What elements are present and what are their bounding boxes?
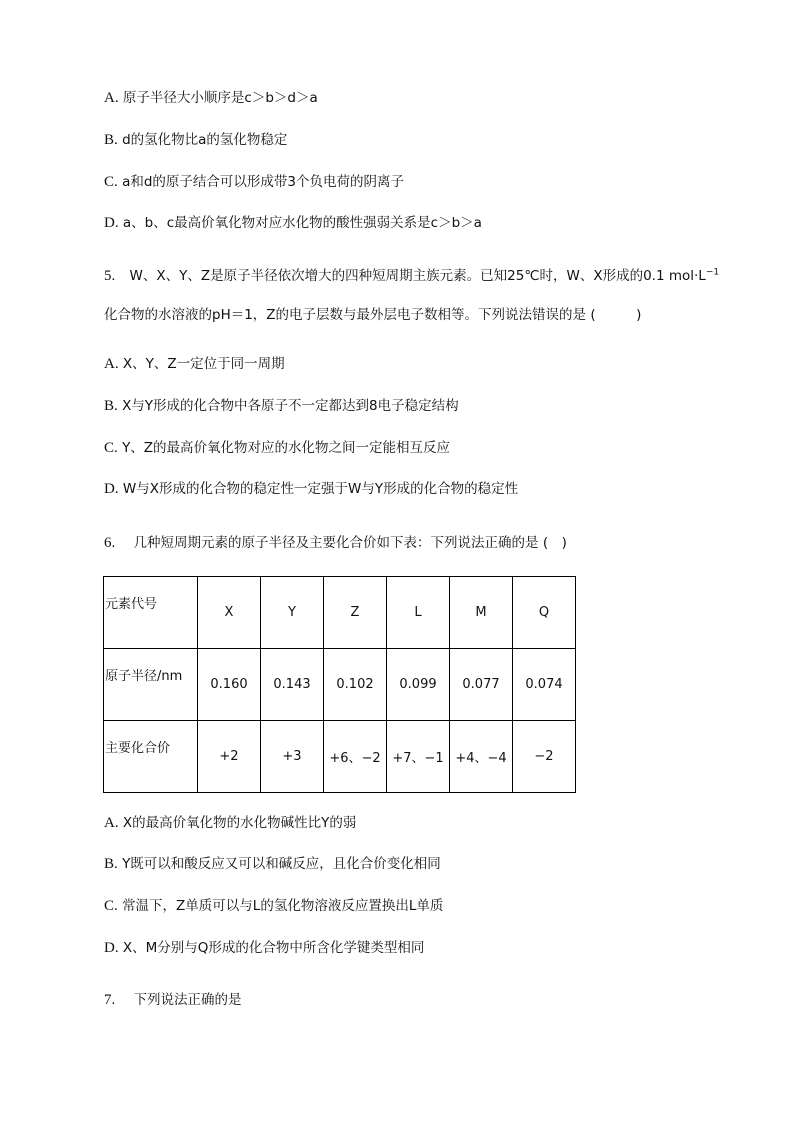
option-letter: D. [104,481,119,497]
option-letter: B. [104,398,118,414]
table-cell: 0.160 [198,649,261,721]
table-cell: +3 [261,721,324,793]
option-text: 常温下，Z单质可以与L的氢化物溶液反应置换出L单质 [122,898,444,914]
q5-option-c [104,438,450,458]
table-cell: X [198,577,261,649]
table-row-label: 原子半径/nm [104,649,198,721]
q7-stem [104,990,242,1010]
table-cell: Z [324,577,387,649]
question-number: 5. [104,268,116,284]
option-letter: A. [104,90,119,106]
option-letter: B. [104,132,118,148]
table-cell: 0.143 [261,649,324,721]
table-cell: +2 [198,721,261,793]
q6-option-d [104,938,424,958]
q5-option-b [104,396,459,416]
table-cell: L [387,577,450,649]
table-cell: 0.077 [450,649,513,721]
table-cell: 0.099 [387,649,450,721]
table-cell: Q [513,577,576,649]
option-letter: A. [104,815,119,831]
table-header-label: 元素代号 [104,577,198,649]
option-letter: C. [104,174,118,190]
q4-option-d [104,213,482,233]
table-row-element-code [104,577,576,649]
table-cell: +7、−1 [387,721,450,793]
element-data-table [103,576,576,793]
option-letter: C. [104,440,118,456]
option-text: d的氢化物比a的氢化物稳定 [122,132,288,148]
option-text: Y、Z的最高价氧化物对应的水化物之间一定能相互反应 [122,440,451,456]
table-cell: Y [261,577,324,649]
q5-option-a [104,354,285,374]
table-cell: 0.102 [324,649,387,721]
question-stem: 下列说法正确的是 [133,992,242,1008]
q4-option-c [104,172,404,192]
question-number: 6. [104,535,116,551]
option-text: 原子半径大小顺序是c＞b＞d＞a [122,90,318,106]
q6-stem [104,533,567,553]
q6-option-c [104,896,443,916]
option-text: X、M分别与Q形成的化合物中所含化学键类型相同 [122,940,425,956]
table-row-valence [104,721,576,793]
table-cell: 0.074 [513,649,576,721]
q6-option-a [104,813,356,833]
table-cell: −2 [513,721,576,793]
q6-option-b [104,854,441,874]
option-text: a和d的原子结合可以形成带3个负电荷的阴离子 [122,174,404,190]
table-row-label: 主要化合价 [104,721,198,793]
table-row-atomic-radius [104,649,576,721]
option-text: X、Y、Z一定位于同一周期 [122,356,285,372]
option-letter: D. [104,215,119,231]
option-text: X的最高价氧化物的水化物碱性比Y的弱 [122,815,357,831]
option-letter: D. [104,940,119,956]
table-cell: +6、−2 [324,721,387,793]
q4-option-a [104,88,318,108]
option-text: Y既可以和酸反应又可以和碱反应，且化合价变化相同 [122,856,441,872]
q5-stem-line1 [104,266,719,286]
option-text: X与Y形成的化合物中各原子不一定都达到8电子稳定结构 [122,398,459,414]
question-number: 7. [104,992,116,1008]
question-stem: 几种短周期元素的原子半径及主要化合价如下表：下列说法正确的是 ( ) [133,535,567,551]
option-letter: C. [104,898,118,914]
option-text: a、b、c最高价氧化物对应水化物的酸性强弱关系是c＞b＞a [122,215,482,231]
q5-stem-line2 [104,305,641,325]
table-cell: M [450,577,513,649]
q5-option-d [104,479,518,499]
option-letter: B. [104,856,118,872]
question-stem-continued: 化合物的水溶液的pH＝1，Z的电子层数与最外层电子数相等。下列说法错误的是 ( ) [104,307,642,323]
table-cell: +4、−4 [450,721,513,793]
q4-option-b [104,130,287,150]
question-stem: W、X、Y、Z是原子半径依次增大的四种短周期主族元素。已知25℃时，W、X形成的0.1 mol·L [129,268,706,284]
unit-superscript: −1 [705,267,720,278]
option-letter: A. [104,356,119,372]
option-text: W与X形成的化合物的稳定性一定强于W与Y形成的化合物的稳定性 [122,481,519,497]
